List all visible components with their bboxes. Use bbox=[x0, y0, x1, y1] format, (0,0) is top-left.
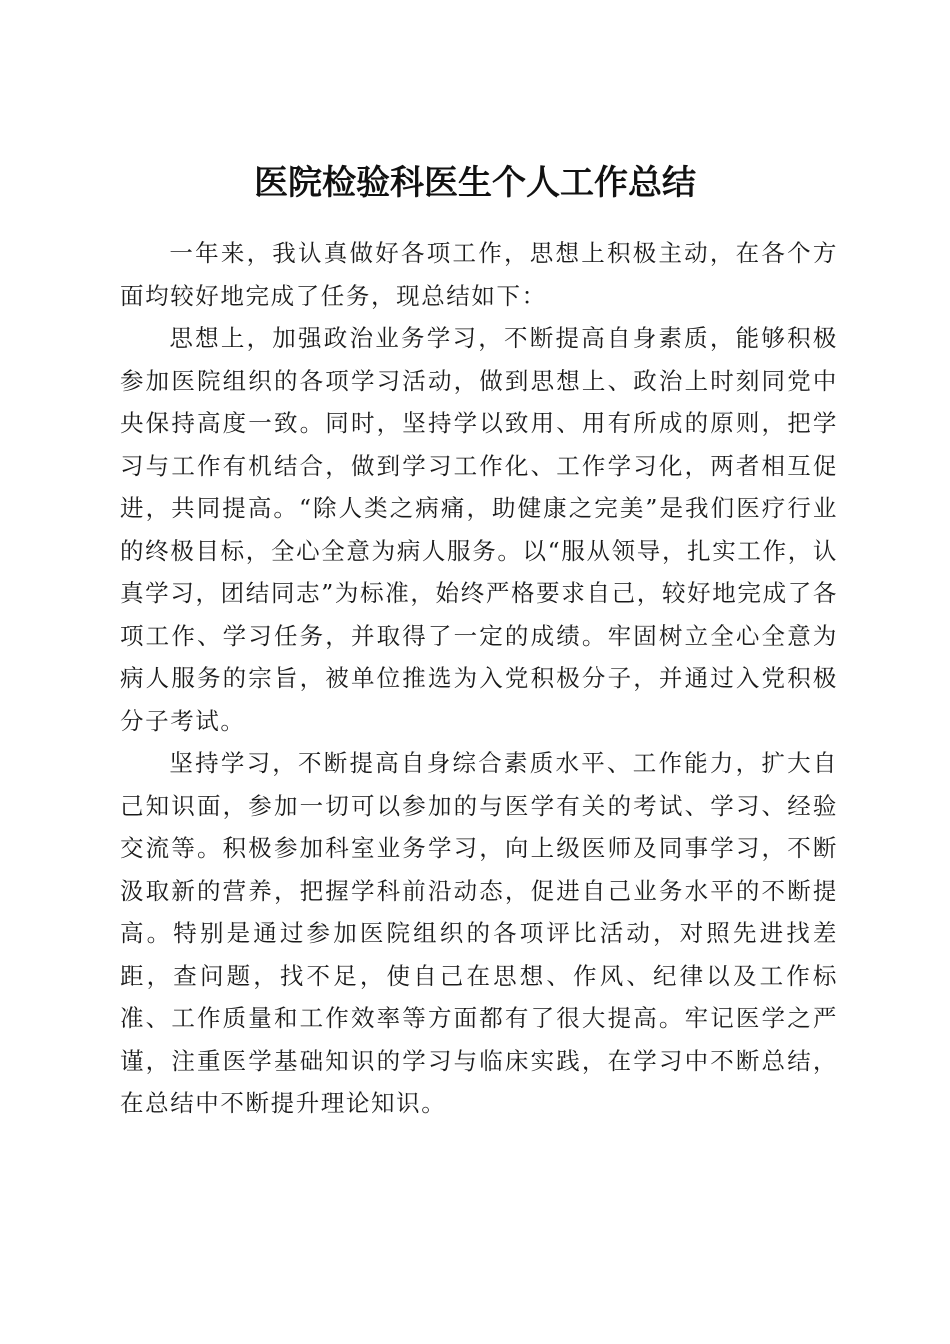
paragraph-ideology: 思想上，加强政治业务学习，不断提高自身素质，能够积极参加医院组织的各项学习活动，做到思想上、政治上时刻同党中央保持高度一致。同时，坚持学以致用、用有所成的原则，把学习与工作有机结合，做到学习工作化、工作学习化，两者相互促进，共同提高。“除人类之病痛，助健康之完美”是我们医疗行业的终极目标，全心全意为病人服务。以“服从领导，扎实工作，认真学习，团结同志”为标准，始终严格要求自己，较好地完成了各项工作、学习任务，并取得了一定的成绩。牢固树立全心全意为病人服务的宗旨，被单位推选为入党积极分子，并通过入党积极分子考试。 bbox=[120, 324, 838, 735]
document-title: 医院检验科医生个人工作总结 bbox=[254, 162, 696, 203]
paragraph-intro: 一年来，我认真做好各项工作，思想上积极主动，在各个方面均较好地完成了任务，现总结如下： bbox=[120, 239, 838, 310]
document-body bbox=[120, 232, 838, 1125]
paragraph-study: 坚持学习，不断提高自身综合素质水平、工作能力，扩大自己知识面，参加一切可以参加的与医学有关的考试、学习、经验交流等。积极参加科室业务学习，向上级医师及同事学习，不断汲取新的营养，把握学科前沿动态，促进自己业务水平的不断提高。特别是通过参加医院组织的各项评比活动，对照先进找差距，查问题，找不足，使自己在思想、作风、纪律以及工作标准、工作质量和工作效率等方面都有了很大提高。牢记医学之严谨，注重医学基础知识的学习与临床实践，在学习中不断总结，在总结中不断提升理论知识。 bbox=[120, 749, 838, 1117]
